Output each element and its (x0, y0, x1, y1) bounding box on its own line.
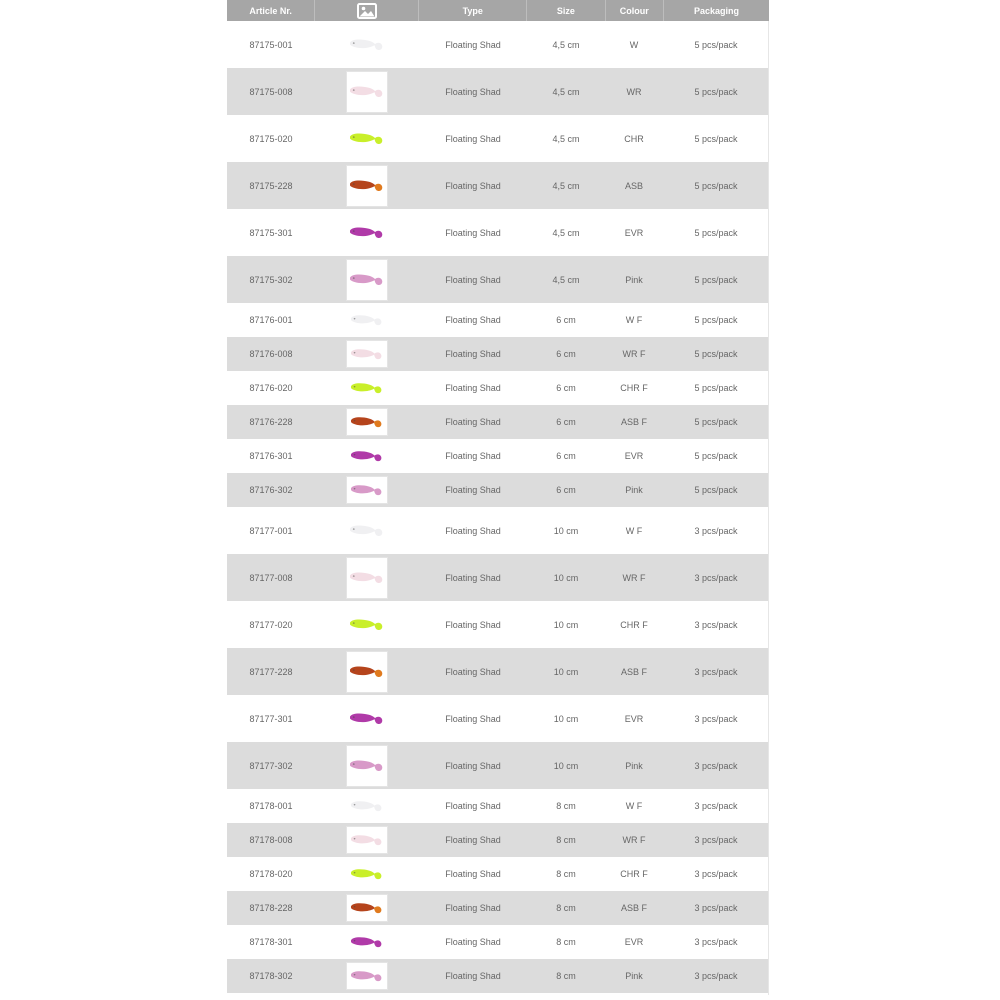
product-table (227, 0, 769, 993)
cell-size: 6 cm (556, 315, 576, 325)
cell-packaging: 5 pcs/pack (694, 180, 738, 191)
cell-type: Floating Shad (445, 971, 501, 981)
cell-article: 87178-001 (249, 801, 293, 811)
cell-image (315, 511, 419, 551)
cell-image (315, 166, 419, 206)
cell-image (315, 558, 419, 598)
table-row (227, 371, 769, 405)
cell-packaging: 3 pcs/pack (694, 835, 738, 845)
cell-size: 10 cm (553, 619, 579, 630)
cell-type: Floating Shad (445, 572, 501, 583)
lure-thumbnail[interactable] (347, 409, 387, 435)
cell-type: Floating Shad (445, 383, 501, 393)
table-row (227, 857, 769, 891)
cell-size: 8 cm (556, 971, 576, 981)
cell-type: Floating Shad (445, 417, 501, 427)
cell-image (315, 861, 419, 887)
cell-colour: ASB (624, 180, 643, 191)
lure-thumbnail[interactable] (347, 963, 387, 989)
cell-size: 4,5 cm (552, 86, 580, 97)
cell-image (315, 341, 419, 367)
cell-size: 6 cm (556, 383, 576, 393)
cell-colour: WR F (622, 572, 646, 583)
lure-thumbnail[interactable] (347, 341, 387, 367)
cell-image (315, 375, 419, 401)
cell-article: 87175-001 (249, 39, 293, 50)
cell-colour: W F (625, 525, 643, 536)
cell-type: Floating Shad (445, 666, 501, 677)
cell-article: 87175-008 (249, 86, 293, 97)
cell-packaging: 5 pcs/pack (694, 133, 738, 144)
cell-type: Floating Shad (445, 713, 501, 724)
header-image (314, 0, 418, 21)
cell-article: 87175-228 (249, 180, 293, 191)
cell-colour: CHR F (620, 619, 648, 630)
table-row (227, 695, 769, 742)
table-row (227, 473, 769, 507)
table-row (227, 742, 769, 789)
cell-size: 6 cm (556, 451, 576, 461)
cell-packaging: 3 pcs/pack (694, 619, 738, 630)
table-row (227, 68, 769, 115)
cell-article: 87177-302 (249, 760, 293, 771)
cell-article: 87178-228 (249, 903, 293, 913)
cell-colour: EVR (624, 937, 644, 947)
lure-thumbnail[interactable] (347, 793, 387, 819)
cell-colour: CHR (624, 133, 644, 144)
cell-colour: Pink (625, 971, 643, 981)
cell-image (315, 477, 419, 503)
lure-thumbnail[interactable] (347, 929, 387, 955)
cell-packaging: 3 pcs/pack (694, 937, 738, 947)
cell-size: 8 cm (556, 903, 576, 913)
cell-colour: W (629, 39, 639, 50)
cell-image (315, 652, 419, 692)
cell-article: 87177-008 (249, 572, 293, 583)
cell-type: Floating Shad (445, 451, 501, 461)
table-row (227, 601, 769, 648)
table-row (227, 256, 769, 303)
header-colour: Colour (605, 0, 663, 21)
lure-thumbnail[interactable] (347, 827, 387, 853)
cell-type: Floating Shad (445, 801, 501, 811)
lure-thumbnail[interactable] (347, 72, 387, 112)
header-type: Type (418, 0, 526, 21)
cell-type: Floating Shad (445, 903, 501, 913)
cell-article: 87176-008 (249, 349, 293, 359)
table-row (227, 337, 769, 371)
cell-packaging: 3 pcs/pack (694, 713, 738, 724)
cell-type: Floating Shad (445, 349, 501, 359)
cell-type: Floating Shad (445, 180, 501, 191)
lure-thumbnail[interactable] (347, 260, 387, 300)
cell-colour: ASB F (620, 417, 647, 427)
cell-type: Floating Shad (445, 485, 501, 495)
table-row (227, 554, 769, 601)
cell-size: 4,5 cm (552, 227, 580, 238)
cell-size: 6 cm (556, 417, 576, 427)
cell-packaging: 5 pcs/pack (694, 383, 738, 393)
lure-thumbnail[interactable] (347, 895, 387, 921)
cell-colour: W F (625, 315, 643, 325)
table-row (227, 925, 769, 959)
cell-size: 4,5 cm (552, 133, 580, 144)
cell-packaging: 5 pcs/pack (694, 274, 738, 285)
table-row (227, 823, 769, 857)
table-row (227, 439, 769, 473)
cell-type: Floating Shad (445, 227, 501, 238)
cell-packaging: 3 pcs/pack (694, 666, 738, 677)
cell-article: 87178-020 (249, 869, 293, 879)
cell-article: 87178-008 (249, 835, 293, 845)
table-row (227, 162, 769, 209)
cell-size: 10 cm (553, 760, 579, 771)
cell-image (315, 793, 419, 819)
cell-size: 4,5 cm (552, 180, 580, 191)
cell-image (315, 963, 419, 989)
table-body (227, 21, 769, 993)
lure-thumbnail[interactable] (347, 652, 387, 692)
cell-size: 4,5 cm (552, 274, 580, 285)
cell-packaging: 5 pcs/pack (694, 349, 738, 359)
cell-packaging: 5 pcs/pack (694, 227, 738, 238)
cell-article: 87175-020 (249, 133, 293, 144)
cell-image (315, 895, 419, 921)
cell-image (315, 72, 419, 112)
cell-article: 87177-020 (249, 619, 293, 630)
cell-size: 10 cm (553, 666, 579, 677)
cell-article: 87176-001 (249, 315, 293, 325)
cell-image (315, 699, 419, 739)
cell-article: 87178-302 (249, 971, 293, 981)
cell-colour: EVR (624, 451, 644, 461)
lure-thumbnail[interactable] (347, 213, 387, 253)
table-right-edge (768, 21, 769, 995)
cell-type: Floating Shad (445, 86, 501, 97)
cell-article: 87175-301 (249, 227, 293, 238)
table-row (227, 115, 769, 162)
cell-size: 10 cm (553, 713, 579, 724)
header-article: Article Nr. (249, 5, 292, 16)
header-packaging: Packaging (663, 0, 769, 21)
cell-image (315, 929, 419, 955)
lure-thumbnail[interactable] (347, 605, 387, 645)
table-row (227, 507, 769, 554)
lure-thumbnail[interactable] (347, 699, 387, 739)
cell-packaging: 3 pcs/pack (694, 801, 738, 811)
table-row (227, 303, 769, 337)
lure-thumbnail[interactable] (347, 477, 387, 503)
cell-colour: Pink (625, 274, 643, 285)
cell-article: 87177-301 (249, 713, 293, 724)
lure-thumbnail[interactable] (347, 746, 387, 786)
cell-image (315, 213, 419, 253)
cell-packaging: 5 pcs/pack (694, 417, 738, 427)
cell-image (315, 119, 419, 159)
lure-thumbnail[interactable] (347, 443, 387, 469)
table-row (227, 959, 769, 993)
cell-type: Floating Shad (445, 39, 501, 50)
cell-packaging: 3 pcs/pack (694, 903, 738, 913)
cell-article: 87176-228 (249, 417, 293, 427)
cell-colour: WR F (622, 835, 646, 845)
cell-image (315, 746, 419, 786)
cell-size: 8 cm (556, 937, 576, 947)
lure-thumbnail[interactable] (347, 375, 387, 401)
cell-article: 87176-301 (249, 451, 293, 461)
cell-size: 4,5 cm (552, 39, 580, 50)
cell-image (315, 443, 419, 469)
image-icon (357, 3, 377, 19)
cell-size: 6 cm (556, 349, 576, 359)
cell-colour: CHR F (620, 383, 648, 393)
cell-type: Floating Shad (445, 315, 501, 325)
table-row (227, 209, 769, 256)
cell-colour: W F (625, 801, 643, 811)
cell-article: 87177-001 (249, 525, 293, 536)
cell-packaging: 3 pcs/pack (694, 971, 738, 981)
cell-packaging: 3 pcs/pack (694, 869, 738, 879)
cell-article: 87177-228 (249, 666, 293, 677)
cell-packaging: 5 pcs/pack (694, 485, 738, 495)
table-row (227, 891, 769, 925)
table-row (227, 21, 769, 68)
lure-thumbnail[interactable] (347, 861, 387, 887)
table-row (227, 789, 769, 823)
cell-packaging: 5 pcs/pack (694, 451, 738, 461)
cell-type: Floating Shad (445, 835, 501, 845)
cell-packaging: 5 pcs/pack (694, 86, 738, 97)
cell-size: 10 cm (553, 525, 579, 536)
cell-packaging: 3 pcs/pack (694, 572, 738, 583)
lure-thumbnail[interactable] (347, 166, 387, 206)
header-size: Size (526, 0, 604, 21)
cell-colour: EVR (624, 227, 644, 238)
cell-type: Floating Shad (445, 619, 501, 630)
cell-image (315, 25, 419, 65)
lure-thumbnail[interactable] (347, 511, 387, 551)
cell-image (315, 605, 419, 645)
cell-image (315, 827, 419, 853)
cell-type: Floating Shad (445, 937, 501, 947)
cell-colour: WR F (622, 349, 646, 359)
lure-thumbnail[interactable] (347, 119, 387, 159)
cell-type: Floating Shad (445, 869, 501, 879)
cell-size: 8 cm (556, 869, 576, 879)
cell-colour: CHR F (620, 869, 648, 879)
cell-type: Floating Shad (445, 525, 501, 536)
cell-packaging: 5 pcs/pack (694, 315, 738, 325)
cell-colour: Pink (625, 485, 643, 495)
cell-size: 8 cm (556, 801, 576, 811)
cell-article: 87178-301 (249, 937, 293, 947)
lure-thumbnail[interactable] (347, 25, 387, 65)
cell-article: 87176-302 (249, 485, 293, 495)
cell-image (315, 260, 419, 300)
cell-article: 87175-302 (249, 274, 293, 285)
cell-image (315, 307, 419, 333)
cell-type: Floating Shad (445, 760, 501, 771)
cell-colour: ASB F (620, 666, 647, 677)
cell-packaging: 3 pcs/pack (694, 760, 738, 771)
lure-thumbnail[interactable] (347, 307, 387, 333)
cell-size: 6 cm (556, 485, 576, 495)
cell-type: Floating Shad (445, 274, 501, 285)
table-row (227, 405, 769, 439)
cell-type: Floating Shad (445, 133, 501, 144)
lure-thumbnail[interactable] (347, 558, 387, 598)
cell-size: 10 cm (553, 572, 579, 583)
cell-article: 87176-020 (249, 383, 293, 393)
table-row (227, 648, 769, 695)
cell-packaging: 5 pcs/pack (694, 39, 738, 50)
table-header (227, 0, 769, 21)
cell-size: 8 cm (556, 835, 576, 845)
cell-image (315, 409, 419, 435)
cell-colour: WR (626, 86, 642, 97)
cell-packaging: 3 pcs/pack (694, 525, 738, 536)
cell-colour: EVR (624, 713, 644, 724)
cell-colour: ASB F (620, 903, 647, 913)
cell-colour: Pink (625, 760, 643, 771)
